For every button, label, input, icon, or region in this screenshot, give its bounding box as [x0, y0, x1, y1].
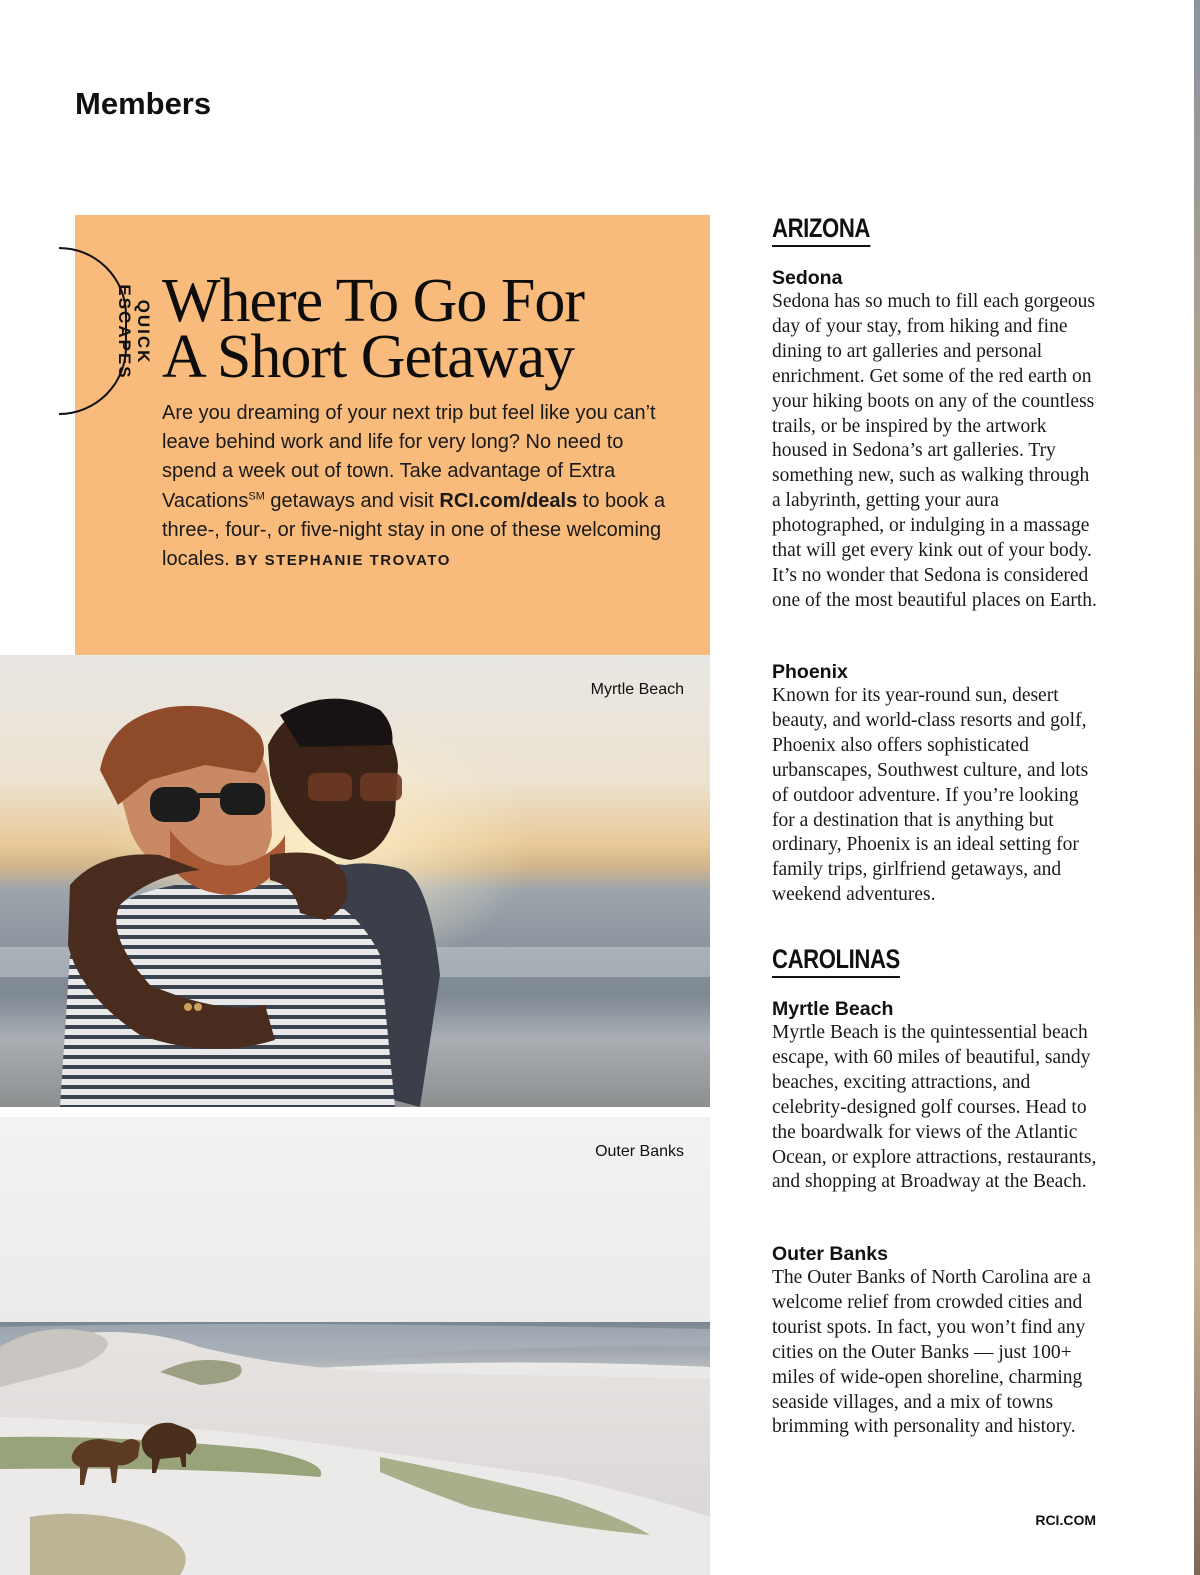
title-line-1: Where To Go For	[162, 267, 585, 335]
place-phoenix	[772, 660, 1102, 908]
place-text-phoenix: Known for its year-round sun, desert beauty, and world-class resorts and golf, Phoenix also offers sophisticated urbanscapes, Southwest culture, and lots of outdoor adventure. If you’re looking for a destination that is anything but ordinary, Phoenix is an ideal setting for family trips, girlfriend getaways, and weekend adventures.	[772, 685, 1089, 906]
place-heading-outer-banks: Outer Banks	[772, 1243, 888, 1265]
place-outer-banks	[772, 1242, 1102, 1440]
intro-box	[75, 215, 710, 655]
outer-banks-photo	[0, 1117, 710, 1575]
region-heading-arizona: ARIZONA	[772, 213, 870, 247]
place-myrtle-beach	[772, 997, 1102, 1195]
place-text-outer-banks: The Outer Banks of North Carolina are a welcome relief from crowded cities and tourist spots. In fact, you won’t find any cities on the Outer Banks — just 100+ miles of wide-open shoreline, charming seaside villages, and a mix of towns brimming with personality and history.	[772, 1267, 1091, 1438]
article-title	[162, 267, 682, 391]
footer-site: RCI.COM	[1035, 1512, 1096, 1528]
adjacent-page-edge	[1194, 0, 1200, 1575]
quick-escapes-label	[67, 257, 153, 407]
byline: BY STEPHANIE TROVATO	[235, 552, 451, 570]
tab-line-2: ESCAPES	[115, 284, 134, 380]
intro-text-3: to book a three-, four-, or five-night stay in one of these welcoming locales.	[162, 489, 666, 571]
place-text-sedona: Sedona has so much to fill each gorgeous day of your stay, from hiking and fine dining to art galleries and personal enrichment. Get some of the red earth on your hiking boots on any of the countless trails, or be inspired by the artwork housed in Sedona’s art galleries. Try something new, such as walking through a labyrinth, getting your aura photographed, or indulging in a massage that will get every kink out of your body. It’s no wonder that Sedona is considered one of the most beautiful places on Earth.	[772, 291, 1097, 611]
title-line-2: A Short Getaway	[162, 323, 575, 391]
deals-link[interactable]: RCI.com/deals	[439, 489, 578, 512]
photo-caption-outer-banks: Outer Banks	[595, 1143, 684, 1160]
place-text-myrtle-beach: Myrtle Beach is the quintessential beach escape, with 60 miles of beautiful, sandy beaches, exciting attractions, and celebrity-designed golf courses. Head to the boardwalk for views of the Atlantic Ocean, or explore attractions, restaurants, and shopping at Broadway at the Beach.	[772, 1022, 1097, 1193]
intro-text-2: getaways and visit	[264, 489, 440, 512]
place-heading-sedona: Sedona	[772, 267, 843, 289]
region-arizona	[772, 213, 1102, 247]
place-heading-phoenix: Phoenix	[772, 661, 848, 683]
place-sedona	[772, 266, 1102, 614]
service-mark: SM	[248, 489, 265, 502]
intro-paragraph	[162, 399, 682, 575]
region-carolinas	[772, 944, 1102, 978]
place-heading-myrtle-beach: Myrtle Beach	[772, 998, 894, 1020]
region-heading-carolinas: CAROLINAS	[772, 944, 900, 978]
photo-caption-myrtle-beach: Myrtle Beach	[590, 681, 684, 698]
tab-line-1: QUICK	[134, 299, 153, 365]
intro-text-1: Are you dreaming of your next trip but feel like you can’t leave behind work and life for very long? No need to spend a week out of town. Take advantage of Extra Vacations	[162, 402, 656, 512]
section-label: Members	[75, 86, 212, 121]
myrtle-beach-photo	[0, 655, 710, 1107]
